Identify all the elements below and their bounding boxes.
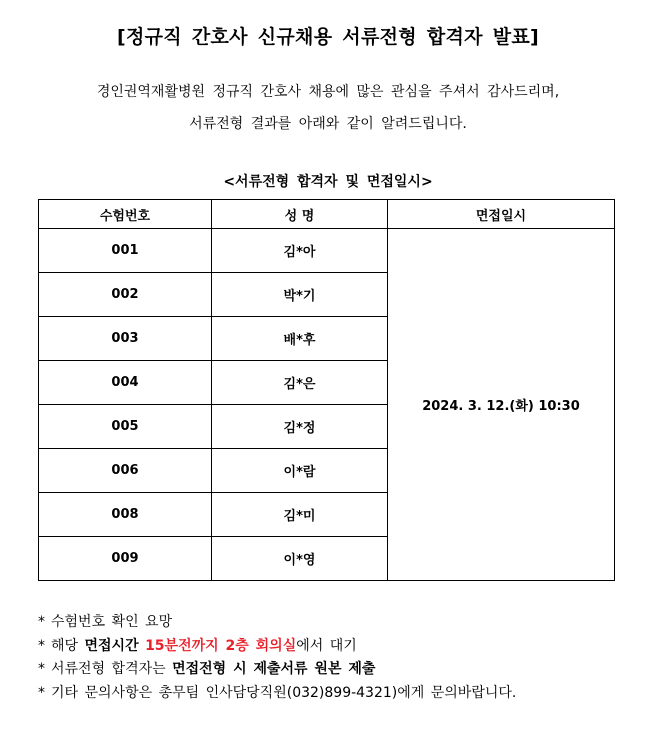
cell-exam-number: 009 [39, 537, 212, 581]
cell-exam-number: 001 [39, 229, 212, 273]
table-caption: <서류전형 합격자 및 면접일시> [223, 174, 433, 190]
note-text: 에서 대기 [296, 637, 357, 654]
header-interview-datetime: 면접일시 [388, 200, 615, 229]
note-bold-text: 면접전형 시 제출서류 원본 제출 [172, 661, 376, 677]
page-title: [정규직 간호사 신규채용 서류전형 합격자 발표] [117, 26, 539, 48]
note-text: 서류전형 합격자는 [51, 661, 173, 677]
results-table [38, 199, 615, 581]
note-red-highlight: 15분전까지 2층 회의실 [145, 637, 297, 654]
cell-name: 김*아 [212, 229, 388, 273]
cell-name: 김*미 [212, 493, 388, 537]
cell-name: 이*영 [212, 537, 388, 581]
note-item [38, 635, 516, 659]
note-item [38, 658, 516, 682]
cell-interview-datetime: 2024. 3. 12.(화) 10:30 [388, 229, 615, 581]
cell-name: 이*람 [212, 449, 388, 493]
asterisk-bullet-icon: * [38, 637, 45, 654]
cell-name: 박*기 [212, 273, 388, 317]
note-bold-text: 면접시간 [84, 637, 139, 654]
header-exam-number: 수험번호 [39, 200, 212, 229]
cell-exam-number: 006 [39, 449, 212, 493]
header-name: 성 명 [212, 200, 388, 229]
note-text: 수험번호 확인 요망 [51, 614, 173, 630]
cell-exam-number: 004 [39, 361, 212, 405]
cell-exam-number: 003 [39, 317, 212, 361]
table-header-row [39, 200, 615, 229]
table-row [39, 229, 615, 273]
cell-name: 배*후 [212, 317, 388, 361]
note-item [38, 682, 516, 706]
cell-name: 김*정 [212, 405, 388, 449]
note-text: 해당 [51, 637, 85, 654]
note-text: 기타 문의사항은 총무팀 인사담당직원(032)899-4321)에게 문의바랍니다. [51, 684, 517, 701]
notes-list [38, 611, 516, 705]
asterisk-bullet-icon: * [38, 684, 45, 701]
cell-exam-number: 002 [39, 273, 212, 317]
cell-exam-number: 008 [39, 493, 212, 537]
note-item [38, 611, 516, 635]
cell-exam-number: 005 [39, 405, 212, 449]
asterisk-bullet-icon: * [38, 614, 45, 630]
intro-line-2: 서류전형 결과를 아래와 같이 알려드립니다. [189, 116, 467, 132]
intro-line-1: 경인권역재활병원 정규직 간호사 채용에 많은 관심을 주셔서 감사드리며, [96, 84, 560, 100]
cell-name: 김*은 [212, 361, 388, 405]
asterisk-bullet-icon: * [38, 661, 45, 677]
